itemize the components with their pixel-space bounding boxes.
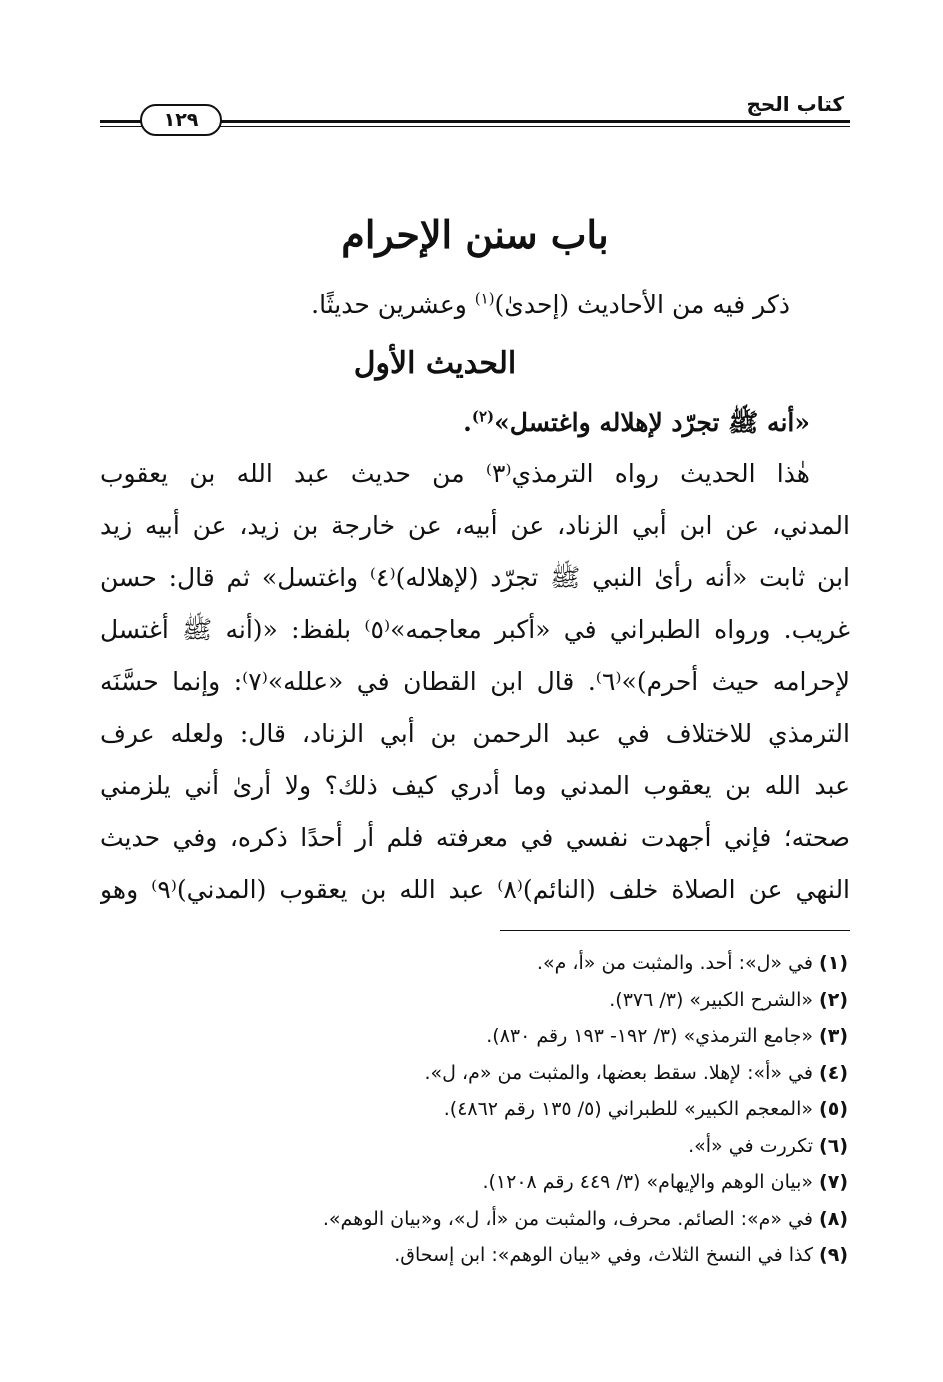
footnote-number: (١) <box>819 952 848 974</box>
footnote-number: (٦) <box>819 1134 848 1157</box>
running-title: كتاب الحج <box>746 92 844 116</box>
footnote <box>108 1091 848 1128</box>
body-line: الترمذي للاختلاف في عبد الرحمن بن أبي الزناد، قال: ولعله عرف <box>100 719 850 748</box>
footnote <box>108 1201 848 1238</box>
chapter-title: باب سنن الإحرام <box>341 212 609 257</box>
footnote-ref: (٢) <box>471 407 495 426</box>
footnote-number: (٣) <box>819 1025 848 1047</box>
footnote-number: (٨) <box>819 1207 848 1230</box>
page-number: ١٢٩ <box>140 104 222 136</box>
footnote <box>108 1164 848 1201</box>
footnote-number: (٤) <box>819 1061 848 1084</box>
footnote-text: في «ل»: أحد. والمثبت من «أ، م». <box>536 952 814 974</box>
body-line: ابن ثابت «أنه رأىٰ النبي ﷺ تجرّد (لإهلاله)⁽٤⁾ واغتسل» ثم قال: حسن <box>100 563 850 592</box>
intro-line <box>100 280 790 330</box>
footnote-text: «المعجم الكبير» للطبراني (٥/ ١٣٥ رقم ٤٨٦٢). <box>443 1098 814 1120</box>
body-line: النهي عن الصلاة خلف (النائم)⁽٨⁾ عبد الله بن يعقوب (المدني)⁽٩⁾ وهو <box>100 875 850 904</box>
footnote-number: (٧) <box>819 1171 848 1193</box>
footnote <box>108 1055 848 1092</box>
footnote-text: «الشرح الكبير» (٣/ ٣٧٦). <box>609 988 814 1011</box>
footnote-number: (٩) <box>819 1244 848 1266</box>
body-line: هٰذا الحديث رواه الترمذي⁽٣⁾ من حديث عبد الله بن يعقوب <box>100 459 810 488</box>
body-line: صحته؛ فإني أجهدت نفسي في معرفته فلم أر أحدًا ذكره، وفي حديث <box>100 823 850 852</box>
footnote <box>108 945 848 982</box>
footnote-separator <box>500 930 850 931</box>
body-line: المدني، عن ابن أبي الزناد، عن أبيه، عن خارجة بن زيد، عن أبيه زيد <box>100 511 850 540</box>
hadith-end: . <box>463 408 472 437</box>
hadith-text <box>100 398 810 448</box>
footnote <box>108 1237 848 1274</box>
intro-text: ذكر فيه من الأحاديث (إحدىٰ) <box>494 290 790 319</box>
footnote-number: (٥) <box>819 1098 848 1120</box>
footnote-text: «بيان الوهم والإيهام» (٣/ ٤٤٩ رقم ١٢٠٨). <box>482 1171 814 1193</box>
section-title: الحديث الأول <box>353 346 517 381</box>
footnote-number: (٢) <box>819 988 848 1011</box>
footnote-text: في «م»: الصائم. محرف، والمثبت من «أ، ل»، و«بيان الوهم». <box>322 1207 814 1230</box>
intro-text-end: وعشرين حديثًا. <box>311 290 475 319</box>
page-header <box>100 92 850 140</box>
footnotes <box>108 945 848 1274</box>
footnote <box>108 1018 848 1055</box>
footnote <box>108 1128 848 1165</box>
footnote-text: كذا في النسخ الثلاث، وفي «بيان الوهم»: ابن إسحاق. <box>394 1244 814 1266</box>
hadith-quote: «أنه ﷺ تجرّد لإهلاله واغتسل» <box>494 408 810 437</box>
footnote-text: في «أ»: لإهلا. سقط بعضها، والمثبت من «م، ل». <box>424 1061 814 1084</box>
footnote-text: «جامع الترمذي» (٣/ ١٩٢- ١٩٣ رقم ٨٣٠). <box>486 1025 814 1047</box>
main-text <box>100 200 850 916</box>
footnote-ref: (١) <box>474 289 495 308</box>
body-line: لإحرامه حيث أحرم)»⁽٦⁾. قال ابن القطان في «علله»⁽٧⁾: وإنما حسَّنَه <box>100 667 850 696</box>
body-line: عبد الله بن يعقوب المدني وما أدري كيف ذلك؟ ولا أرىٰ أني يلزمني <box>100 771 850 800</box>
footnote <box>108 982 848 1019</box>
footnote-text: تكررت في «أ». <box>688 1134 814 1157</box>
body-line: غريب. ورواه الطبراني في «أكبر معاجمه»⁽٥⁾ بلفظ: «(أنه ﷺ أغتسل <box>100 615 850 644</box>
